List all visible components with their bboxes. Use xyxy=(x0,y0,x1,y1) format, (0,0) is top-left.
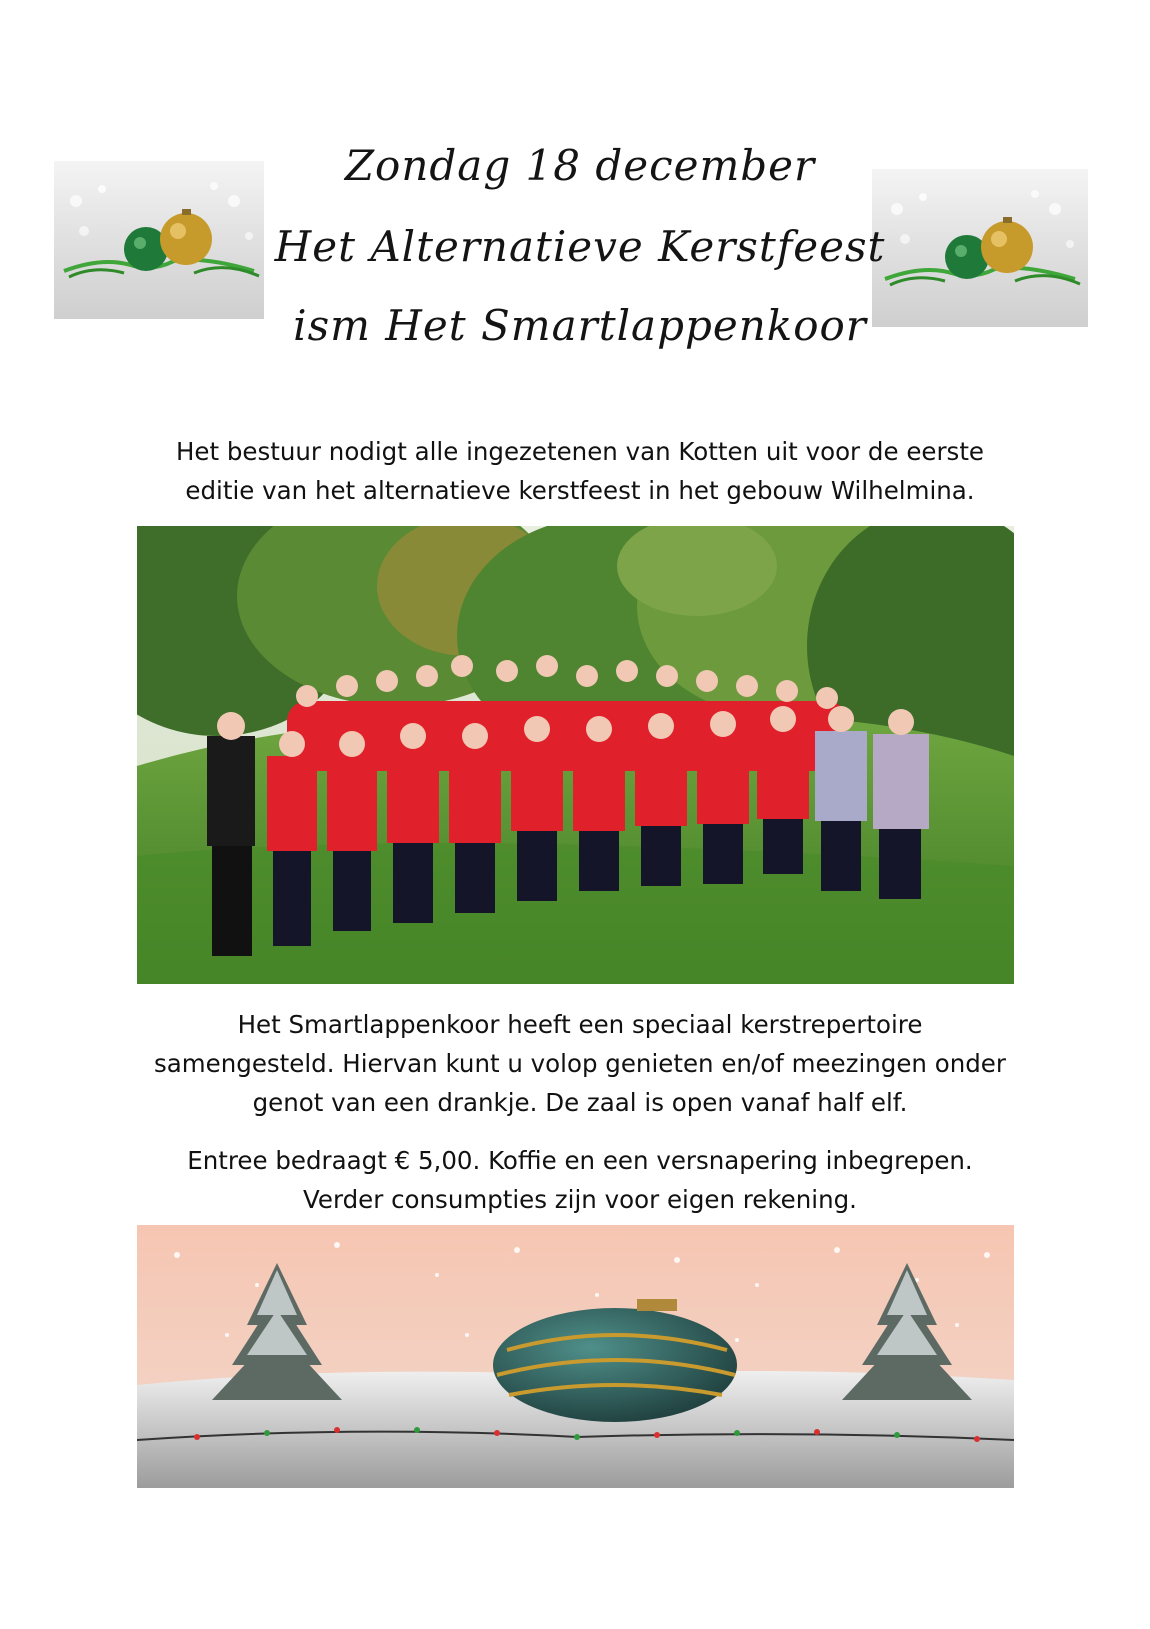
description-line: genot van een drankje. De zaal is open vanaf half elf. xyxy=(252,1088,908,1117)
pricing-line: Entree bedraagt € 5,00. Koffie en een versnapering inbegrepen. xyxy=(187,1146,973,1175)
christmas-banner-image xyxy=(137,1225,1014,1488)
description-line: Het Smartlappenkoor heeft een speciaal kerstrepertoire xyxy=(237,1010,923,1039)
intro-line: editie van het alternatieve kerstfeest in het gebouw Wilhelmina. xyxy=(185,476,975,505)
description-paragraph xyxy=(120,1005,1040,1122)
pricing-line: Verder consumpties zijn voor eigen rekening. xyxy=(303,1185,857,1214)
intro-line: Het bestuur nodigt alle ingezetenen van Kotten uit voor de eerste xyxy=(175,437,984,466)
choir-photo xyxy=(137,526,1014,984)
pricing-paragraph xyxy=(120,1141,1040,1219)
title-collaboration: ism Het Smartlappenkoor xyxy=(293,301,867,350)
christmas-bauble-icon xyxy=(54,161,264,319)
ornament-image-left xyxy=(54,161,264,319)
description-line: samengesteld. Hiervan kunt u volop genieten en/of meezingen onder xyxy=(154,1049,1006,1078)
title-event: Het Alternatieve Kerstfeest xyxy=(274,222,886,271)
title-date: Zondag 18 december xyxy=(344,141,816,190)
intro-paragraph xyxy=(120,432,1040,510)
